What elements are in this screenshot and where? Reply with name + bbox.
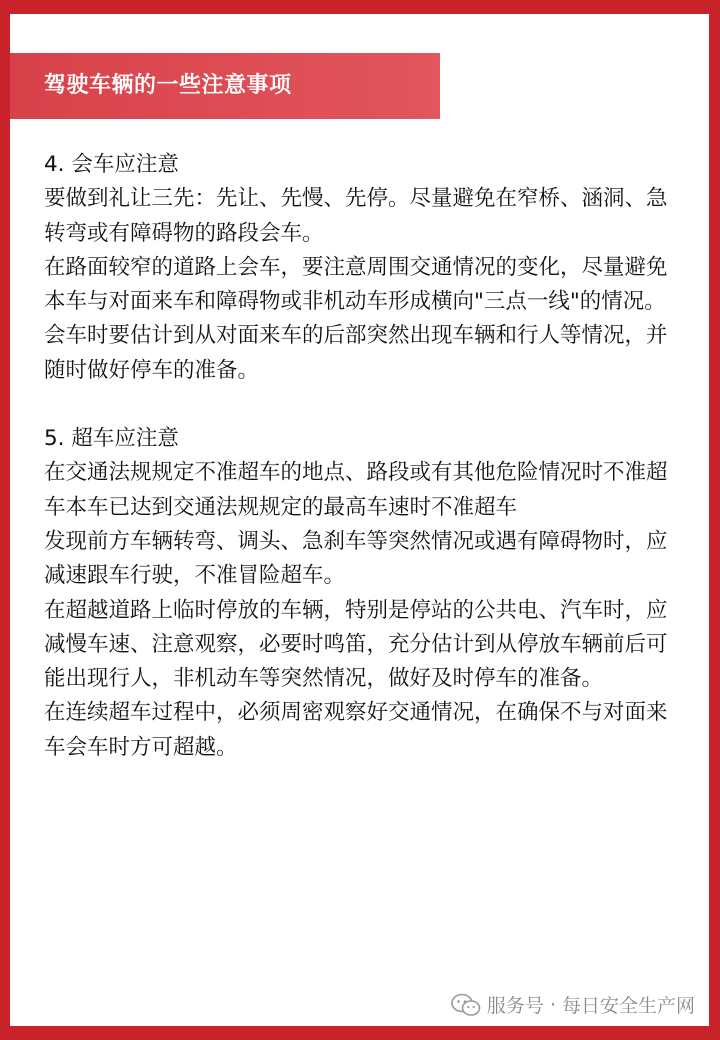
title-banner <box>10 53 440 119</box>
section-meeting-vehicles <box>44 148 684 388</box>
section-heading: 4. 会车应注意 <box>44 152 179 177</box>
paragraph: 发现前方车辆转弯、调头、急刹车等突然情况或遇有障碍物时，应减速跟车行驶，不准冒险超车。 <box>44 528 668 589</box>
service-label: 服务号 <box>486 995 544 1017</box>
separator: · <box>549 993 556 1016</box>
paragraph: 会车时要估计到从对面来车的后部突然出现车辆和行人等情况，并随时做好停车的准备。 <box>44 323 668 383</box>
page-title: 驾驶车辆的一些注意事项 <box>44 73 292 98</box>
paragraph: 在交通法规规定不准超车的地点、路段或有其他危险情况时不准超车本车已达到交通法规规定的最高车速时不准超车 <box>44 460 668 520</box>
wechat-icon <box>451 993 481 1017</box>
watermark-footer <box>451 991 695 1018</box>
section-overtaking <box>44 422 684 765</box>
article-body <box>44 148 684 765</box>
section-heading: 5. 超车应注意 <box>44 426 179 452</box>
paragraph: 在路面较窄的道路上会车，要注意周围交通情况的变化，尽量避免本车与对面来车和障碍物或非机动车形成横向"三点一线"的情况。 <box>44 254 668 315</box>
article-card <box>10 14 709 1026</box>
paragraph: 在连续超车过程中，必须周密观察好交通情况，在确保不与对面来车会车时方可超越。 <box>44 700 668 760</box>
account-name: 每日安全生产网 <box>561 995 695 1017</box>
paragraph: 要做到礼让三先：先让、先慢、先停。尽量避免在窄桥、涵洞、急转弯或有障碍物的路段会车。 <box>44 186 668 246</box>
paragraph: 在超越道路上临时停放的车辆，特别是停站的公共电、汽车时，应减慢车速、注意观察，必要时鸣笛，充分估计到从停放车辆前后可能出现行人，非机动车等突然情况，做好及时停车的准备。 <box>44 597 668 692</box>
